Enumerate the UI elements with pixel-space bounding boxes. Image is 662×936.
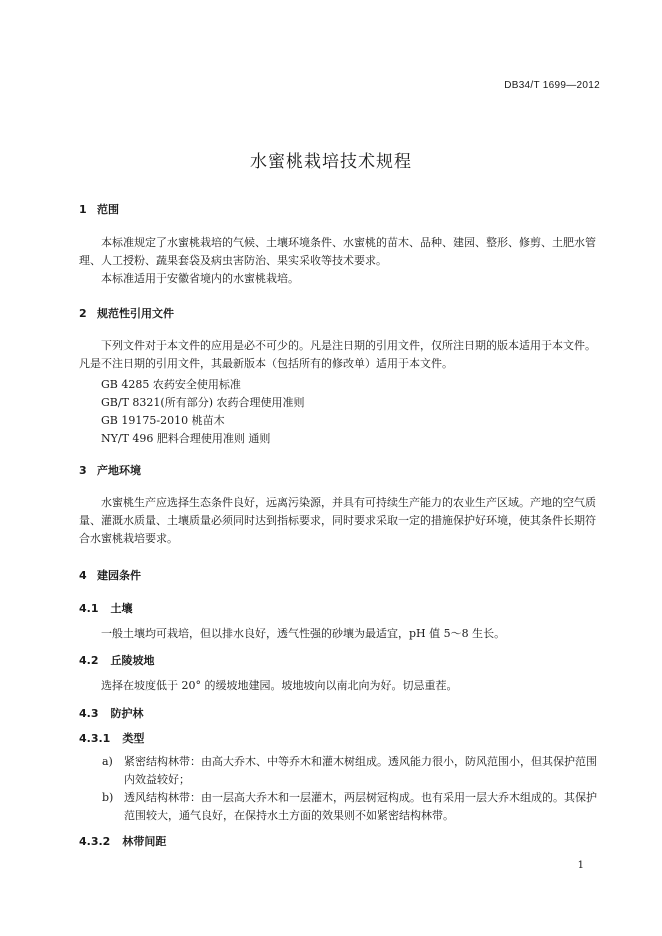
section-3-heading — [79, 462, 141, 478]
section-2-heading — [79, 305, 174, 321]
section-title: 林带间距 — [122, 835, 167, 848]
list-item-label: a) — [102, 755, 113, 768]
section-number: 4.3.1 — [79, 732, 111, 745]
list-item — [102, 789, 599, 825]
section-number: 4 — [79, 569, 87, 582]
section-title: 丘陵坡地 — [110, 654, 155, 667]
section-4-heading — [79, 567, 141, 583]
reference-item: GB 19175-2010 桃苗木 — [101, 414, 225, 427]
section-4-3-1-heading — [79, 730, 144, 746]
list-item — [102, 753, 599, 789]
section-title: 产地环境 — [97, 464, 141, 477]
section-1-paragraph-1: 本标准规定了水蜜桃栽培的气候、土壤环境条件、水蜜桃的苗木、品种、建园、整形、修剪、土肥水管理、人工授粉、蔬果套袋及病虫害防治、果实采收等技术要求。 — [79, 236, 596, 267]
list-item-text: 紧密结构林带：由高大乔木、中等乔木和灌木树组成。透风能力很小，防风范围小，但其保护范围内效益较好； — [124, 755, 597, 786]
section-title: 范围 — [97, 203, 119, 216]
section-number: 4.3.2 — [79, 835, 111, 848]
document-title: 水蜜桃栽培技术规程 — [250, 152, 412, 172]
section-1-heading — [79, 201, 119, 217]
section-number: 3 — [79, 464, 87, 477]
reference-item: GB/T 8321(所有部分) 农药合理使用准则 — [101, 396, 305, 409]
section-2-paragraph-1: 下列文件对于本文件的应用是必不可少的。凡是注日期的引用文件，仅所注日期的版本适用于本文件。凡是不注日期的引用文件，其最新版本（包括所有的修改单）适用于本文件。 — [79, 339, 596, 370]
section-4-3-heading — [79, 705, 144, 721]
section-4-1-paragraph: 一般土壤均可栽培，但以排水良好，透气性强的砂壤为最适宜，pH 值 5～8 生长。 — [101, 627, 506, 640]
section-number: 2 — [79, 307, 87, 320]
section-4-1-heading — [79, 600, 133, 616]
section-number: 1 — [79, 203, 87, 216]
section-4-2-heading — [79, 652, 155, 668]
section-number: 4.2 — [79, 654, 99, 667]
section-title: 防护林 — [110, 707, 144, 720]
section-4-3-2-heading — [79, 833, 166, 849]
list-item-text: 透风结构林带：由一层高大乔木和一层灌木，两层树冠构成。也有采用一层大乔木组成的。其保护范围较大，通气良好，在保持水土方面的效果则不如紧密结构林带。 — [124, 791, 597, 822]
section-title: 规范性引用文件 — [97, 307, 174, 320]
list-item-label: b) — [102, 791, 114, 804]
section-title: 土壤 — [110, 602, 133, 615]
section-number: 4.3 — [79, 707, 99, 720]
page-number: 1 — [577, 860, 584, 871]
standard-code: DB34/T 1699—2012 — [504, 80, 600, 91]
section-title: 类型 — [122, 732, 145, 745]
reference-item: GB 4285 农药安全使用标准 — [101, 378, 241, 391]
section-3-paragraph-1: 水蜜桃生产应选择生态条件良好，远离污染源，并具有可持续生产能力的农业生产区域。产地的空气质量、灌溉水质量、土壤质量必须同时达到指标要求，同时要求采取一定的措施保护好环境，使其条件长期符合水蜜桃栽培要求。 — [79, 496, 596, 545]
reference-item: NY/T 496 肥料合理使用准则 通则 — [101, 432, 271, 445]
section-number: 4.1 — [79, 602, 99, 615]
section-title: 建园条件 — [97, 569, 141, 582]
section-1-paragraph-2: 本标准适用于安徽省境内的水蜜桃栽培。 — [101, 272, 299, 285]
section-4-2-paragraph: 选择在坡度低于 20° 的缓坡地建园。坡地坡向以南北向为好。切忌重茬。 — [101, 679, 458, 692]
